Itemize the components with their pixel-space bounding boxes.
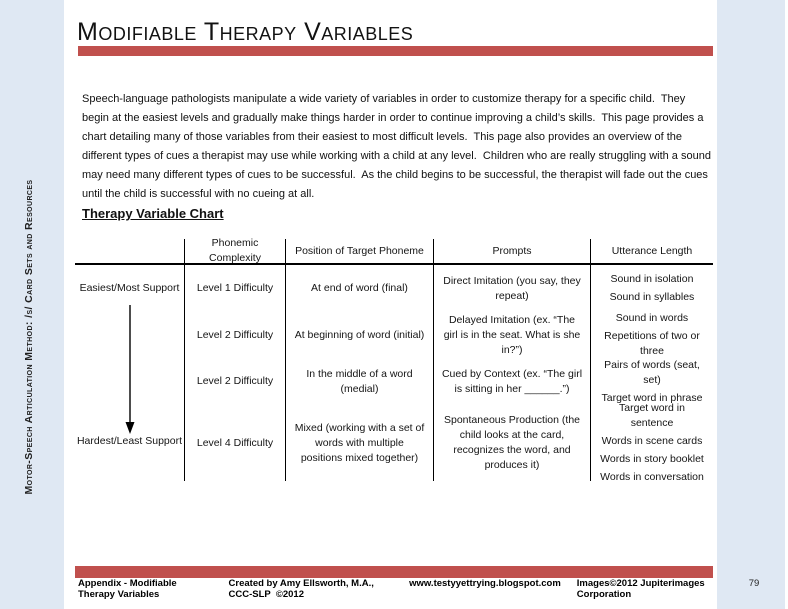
cell-utterance-length [590, 265, 713, 312]
utterance-line: Sound in isolation [610, 273, 694, 285]
utterance-line: Sound in words [615, 312, 689, 324]
utterance-line: Repetitions of two or three [604, 330, 700, 357]
utterance-line: Sound in syllables [609, 291, 695, 303]
cell-prompts: Cued by Context (ex. “The girl is sitting in her ______.”) [433, 358, 590, 405]
utterance-line: Words in scene cards [601, 435, 703, 447]
support-level-column [75, 265, 184, 481]
utterance-line: Target word in phrase [601, 391, 703, 404]
footer-author-credit: Created by Amy Ellsworth, M.A., CCC-SLP ©2012 [228, 578, 377, 600]
right-margin-strip [717, 0, 785, 609]
cell-phonemic-complexity: Level 4 Difficulty [184, 405, 285, 481]
footer [78, 578, 713, 600]
column-header-phonemic-complexity: Phonemic Complexity [184, 239, 285, 265]
cell-utterance-length [590, 358, 713, 405]
cell-prompts: Direct Imitation (you say, they repeat) [433, 265, 590, 312]
column-header-utterance-length: Utterance Length [590, 239, 713, 265]
row-label-easiest: Easiest/Most Support [79, 282, 180, 294]
cell-position: In the middle of a word (medial) [285, 358, 433, 405]
footer-accent-bar [75, 566, 713, 578]
cell-position: At beginning of word (initial) [285, 312, 433, 358]
utterance-line: Target word in sentence [619, 402, 685, 429]
cell-position: At end of word (final) [285, 265, 433, 312]
intro-paragraph: Speech-language pathologists manipulate a wide variety of variables in order to customize therapy for a specific child. They begin at the easiest levels and gradually make things harder in order to continue improving a child’s skills. This page provides a chart detailing many of those variables from their easiest to most difficult levels. This page also provides an overview of the different types of cues a therapist may use while working with a child at any level. Children who are really struggling with a sound may need many different types of cues to be successful. As the child begins to be successful, the therapist will fade out the cues until the child is successful with no cueing at all. [82, 93, 715, 200]
footer-images-credit: Images©2012 Jupiterimages Corporation [576, 578, 708, 600]
column-header-position: Position of Target Phoneme [285, 239, 433, 265]
title-underline-bar [78, 46, 713, 56]
footer-appendix-label: Appendix - Modifiable Therapy Variables [78, 578, 180, 600]
utterance-line: Pairs of words (seat, set) [604, 358, 700, 386]
footer-url: www.testyyettrying.blogspot.com [409, 578, 561, 589]
utterance-line: Words in conversation [600, 471, 704, 483]
sidebar-vertical-title: Motor-Speech Articulation Method: /s/ Card Sets and Resources [23, 179, 35, 495]
column-header-prompts: Prompts [433, 239, 590, 265]
therapy-variable-table [75, 239, 713, 481]
down-arrow-icon [124, 305, 136, 435]
row-label-hardest: Hardest/Least Support [76, 435, 183, 447]
chart-heading: Therapy Variable Chart [82, 206, 224, 221]
page-number: 79 [748, 578, 760, 589]
cell-prompts: Spontaneous Production (the child looks at the card, recognizes the word, and produces it) [433, 405, 590, 481]
cell-utterance-length [590, 312, 713, 358]
cell-phonemic-complexity: Level 2 Difficulty [184, 312, 285, 358]
column-header-blank [75, 239, 184, 265]
cell-position: Mixed (working with a set of words with multiple positions mixed together) [285, 405, 433, 481]
page-title: Modifiable Therapy Variables [77, 18, 414, 46]
cell-phonemic-complexity: Level 2 Difficulty [184, 358, 285, 405]
utterance-line: Words in story booklet [600, 453, 704, 465]
cell-phonemic-complexity: Level 1 Difficulty [184, 265, 285, 312]
cell-prompts: Delayed Imitation (ex. “The girl is in the seat. What is she in?”) [433, 312, 590, 358]
cell-utterance-length [590, 402, 713, 483]
